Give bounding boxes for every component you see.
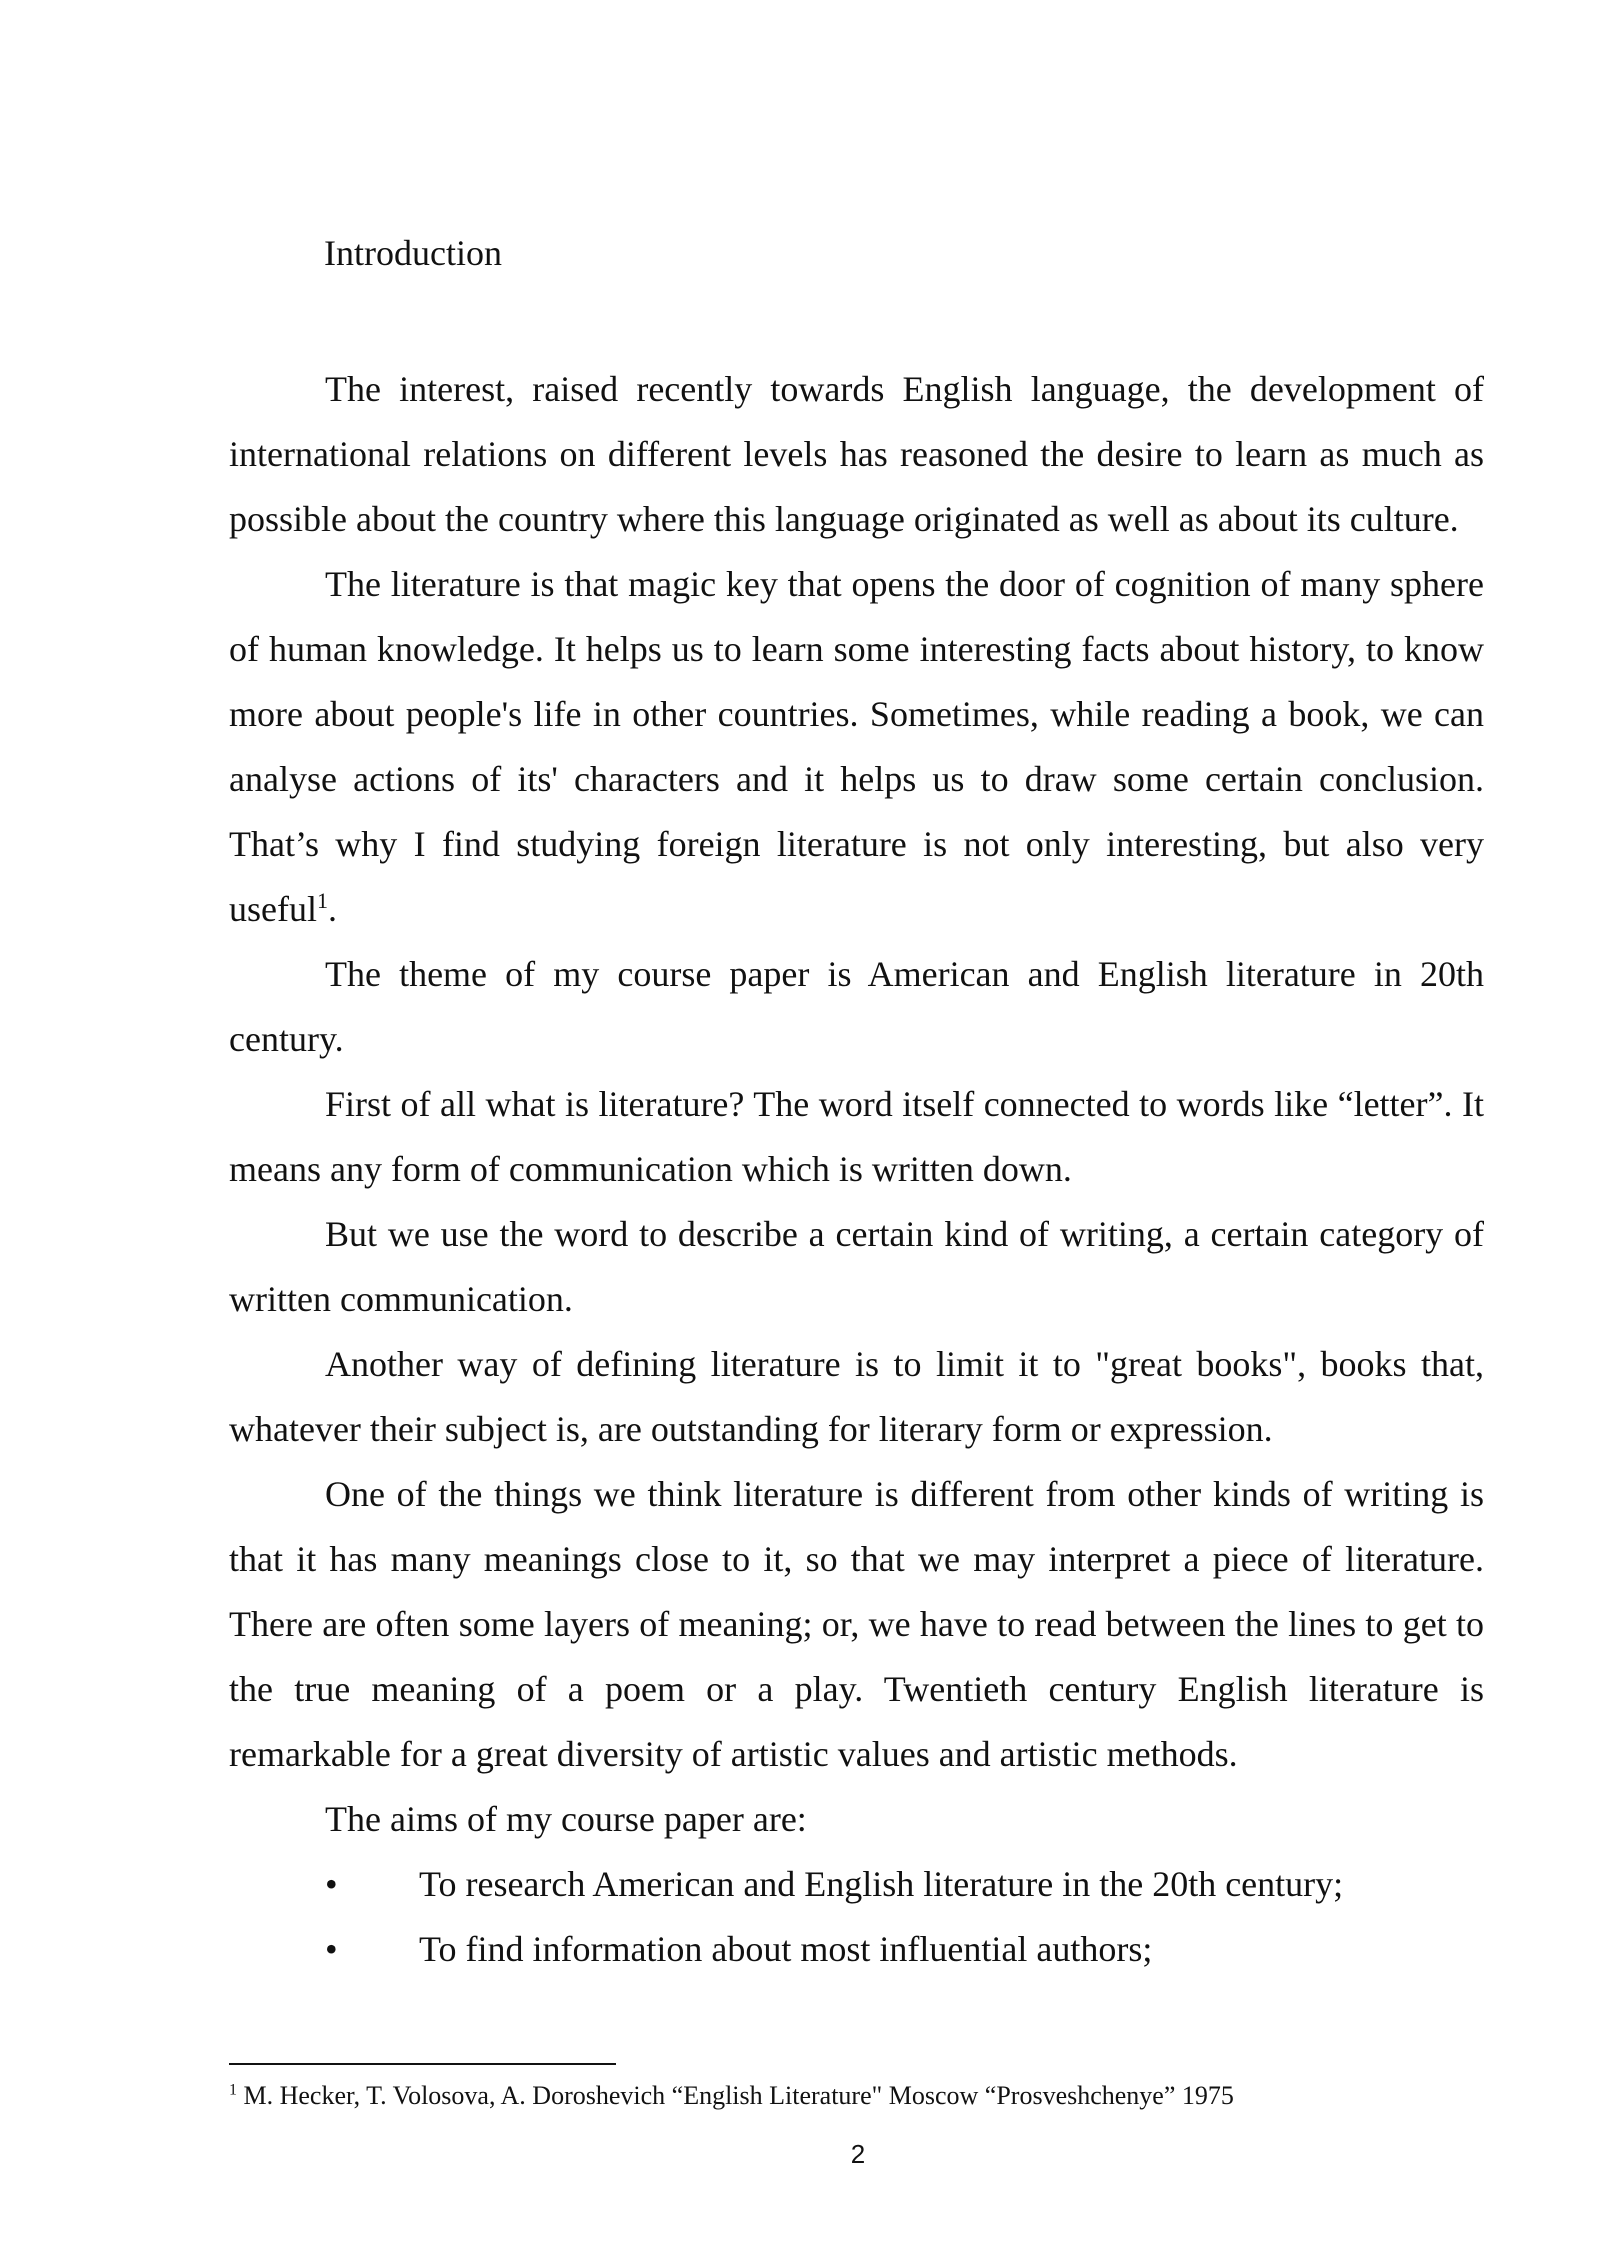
list-item-text: To find information about most influential authors;	[419, 1929, 1153, 1969]
footnote-text: M. Hecker, T. Volosova, A. Doroshevich “English Literature" Moscow “Prosveshchenye” 1975	[237, 2081, 1234, 2110]
paragraph-7: One of the things we think literature is different from other kinds of writing is that it has many meanings close to it, so that we may interpret a piece of literature. There are often some layers of meaning; or, we have to read between the lines to get to the true meaning of a poem or a play. Twentieth century English literature is remarkable for a great diversity of artistic values and artistic methods.	[229, 1474, 1484, 1774]
paragraph-6: Another way of defining literature is to limit it to "great books", books that, whatever their subject is, are outstanding for literary form or expression.	[229, 1344, 1484, 1449]
aims-list	[229, 1852, 1484, 1982]
body-text	[229, 357, 1484, 1982]
footnote-reference[interactable]: 1	[316, 888, 328, 913]
bullet-icon: •	[325, 1929, 338, 1969]
paragraph-8: The aims of my course paper are:	[325, 1799, 807, 1839]
list-item	[229, 1917, 1484, 1982]
bullet-icon: •	[325, 1864, 338, 1904]
list-item	[229, 1852, 1484, 1917]
paragraph-1: The interest, raised recently towards English language, the development of international relations on different levels has reasoned the desire to learn as much as possible about the country where this language originated as well as about its culture.	[229, 369, 1484, 539]
paragraph-5: But we use the word to describe a certain kind of writing, a certain category of written communication.	[229, 1214, 1484, 1319]
footnote-marker: 1	[229, 2081, 237, 2099]
list-item-text: To research American and English literature in the 20th century;	[419, 1864, 1344, 1904]
page-number: 2	[850, 2139, 866, 2169]
footnote	[229, 2078, 1484, 2114]
paragraph-2	[229, 552, 1484, 942]
section-heading: Introduction	[324, 233, 502, 273]
footnote-separator	[229, 2063, 616, 2065]
paragraph-2-text: The literature is that magic key that opens the door of cognition of many sphere of human knowledge. It helps us to learn some interesting facts about history, to know more about people's life in other countries. Sometimes, while reading a book, we can analyse actions of its' characters and it helps us to draw some certain conclusion. That’s why I find studying foreign literature is not only interesting, but also very useful	[229, 564, 1484, 929]
paragraph-4: First of all what is literature? The word itself connected to words like “letter”. It means any form of communication which is written down.	[229, 1084, 1484, 1189]
paragraph-3: The theme of my course paper is American and English literature in 20th century.	[229, 954, 1484, 1059]
paragraph-2-end: .	[327, 889, 337, 929]
